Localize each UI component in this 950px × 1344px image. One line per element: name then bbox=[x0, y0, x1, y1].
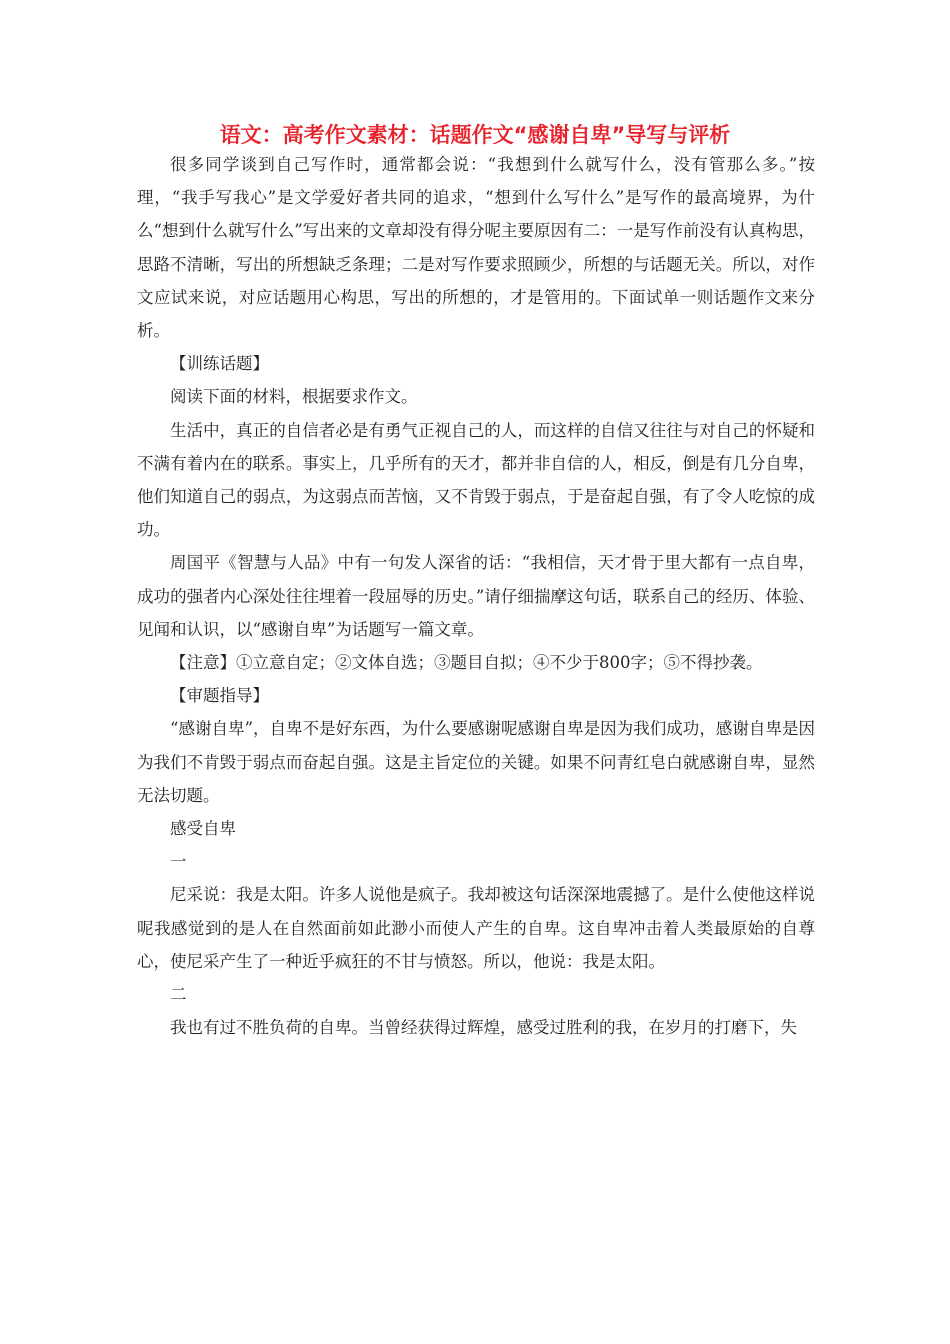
section-heading-guidance: 【审题指导】 bbox=[170, 686, 269, 706]
section-heading-training-topic: 【训练话题】 bbox=[170, 354, 269, 374]
document-body bbox=[137, 148, 815, 1044]
paragraph: 很多同学谈到自己写作时，通常都会说：“我想到什么就写什么，没有管那么多。”按理，“我手写我心”是文学爱好者共同的追求，“想到什么写什么”是写作的最高境界，为什么“想到什么就写什么”写出来的文章却没有得分呢主要原因有二：一是写作前没有认真构思，思路不清晰，写出的所想缺乏条理；二是对写作要求照顾少，所想的与话题无关。所以，对作文应试来说，对应话题用心构思，写出的所想的，才是管用的。下面试单一则话题作文来分析。 bbox=[137, 155, 815, 341]
paragraph: “感谢自卑”，自卑不是好东西，为什么要感谢呢感谢自卑是因为我们成功，感谢自卑是因为我们不肯毁于弱点而奋起自强。这是主旨定位的关键。如果不问青红皂白就感谢自卑，显然无法切题。 bbox=[137, 719, 815, 805]
section-number: 二 bbox=[170, 985, 187, 1005]
paragraph-notes: 【注意】①立意自定；②文体自选；③题目自拟；④不少于800字；⑤不得抄袭。 bbox=[170, 653, 763, 673]
paragraph: 我也有过不胜负荷的自卑。当曾经获得过辉煌，感受过胜利的我，在岁月的打磨下，失 bbox=[170, 1018, 797, 1038]
essay-title: 感受自卑 bbox=[170, 819, 236, 839]
paragraph: 尼采说：我是太阳。许多人说他是疯子。我却被这句话深深地震撼了。是什么使他这样说呢我感觉到的是人在自然面前如此渺小而使人产生的自卑。这自卑冲击着人类最原始的自尊心，使尼采产生了一种近乎疯狂的不甘与愤怒。所以，他说：我是太阳。 bbox=[137, 885, 815, 971]
paragraph: 生活中，真正的自信者必是有勇气正视自己的人，而这样的自信又往往与对自己的怀疑和不满有着内在的联系。事实上，几乎所有的天才，都并非自信的人，相反，倒是有几分自卑，他们知道自己的弱点，为这弱点而苦恼，又不肯毁于弱点，于是奋起自强，有了令人吃惊的成功。 bbox=[137, 420, 815, 540]
document-title: 语文：高考作文素材：话题作文“感谢自卑”导写与评析 bbox=[219, 123, 731, 147]
section-number: 一 bbox=[170, 852, 187, 872]
paragraph: 阅读下面的材料，根据要求作文。 bbox=[170, 387, 418, 407]
paragraph: 周国平《智慧与人品》中有一句发人深省的话：“我相信，天才骨于里大都有一点自卑，成功的强者内心深处往往埋着一段屈辱的历史。”请仔细揣摩这句话，联系自己的经历、体验、见闻和认识，以“感谢自卑”为话题写一篇文章。 bbox=[137, 553, 815, 639]
